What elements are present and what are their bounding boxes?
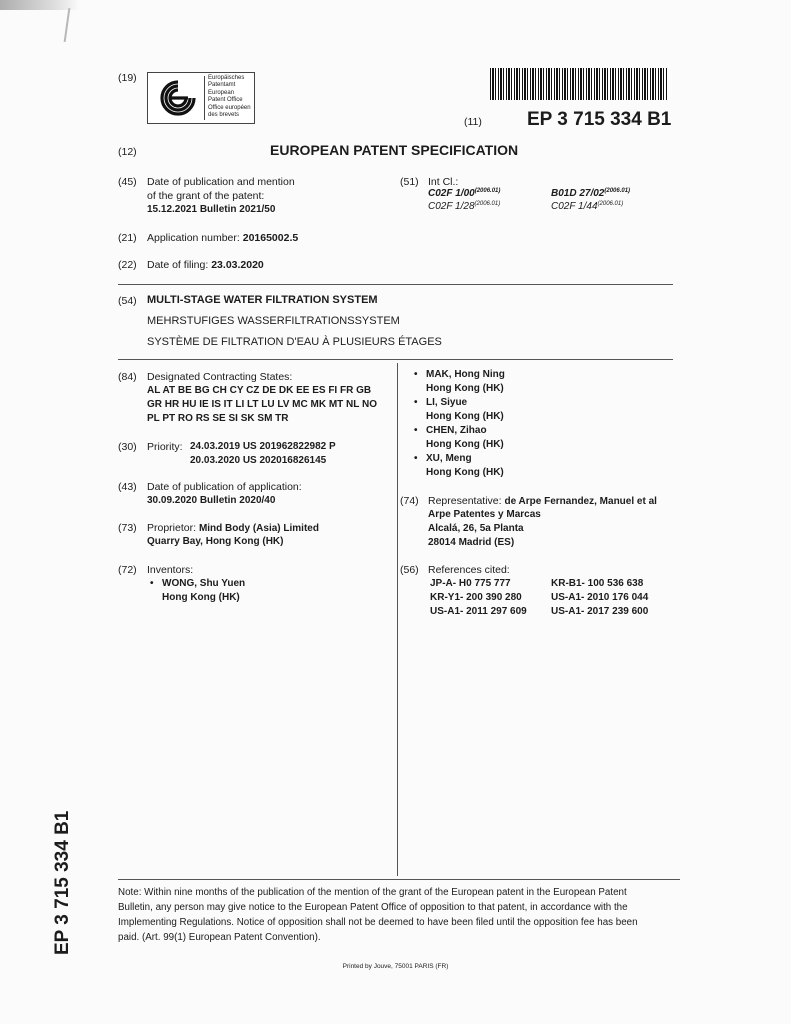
note-line-1: Note: Within nine months of the publication of the mention of the grant of the European patent in the European Patent (118, 887, 627, 898)
side-publication-number: EP 3 715 334 B1 (52, 810, 73, 955)
document-type: EUROPEAN PATENT SPECIFICATION (270, 142, 519, 158)
code-54: (54) (118, 295, 137, 307)
int-class-2: B01D $27/02^{(2006.01)}$ (551, 188, 631, 199)
note-line-3: Implementing Regulations. Notice of opposition shall not be deemed to have been filed until the opposition fee has been (118, 917, 638, 928)
contracting-states-line-1: AL AT BE BG CH CY CZ DE DK EE ES FI FR GB (147, 385, 372, 396)
code-12: (12) (118, 146, 137, 158)
title-fr: SYSTÈME DE FILTRATION D'EAU À PLUSIEURS ÉTAGES (147, 336, 442, 348)
office-name-de-2: Patentamt (208, 82, 236, 89)
reference: KR-Y1- 200 390 280 (430, 592, 522, 603)
office-name-de-1: Europäisches (208, 75, 245, 81)
grant-date-label-2: of the grant of the patent: (147, 190, 265, 202)
application-pub-value: 30.09.2020 Bulletin 2020/40 (147, 495, 276, 506)
inventor-3-place: Hong Kong (HK) (426, 411, 504, 422)
contracting-states-line-3: PL PT RO RS SE SI SK SM TR (147, 413, 289, 424)
contracting-states-line-2: GR HR HU IE IS IT LI LT LU LV MC MK MT NL NO (147, 399, 377, 410)
reference: KR-B1- 100 536 638 (551, 578, 644, 589)
note-line-4: paid. (Art. 99(1) European Patent Convention). (118, 932, 321, 943)
divider-middle (118, 359, 673, 360)
reference: US-A1- 2011 297 609 (430, 606, 527, 617)
code-56: (56) (400, 564, 419, 576)
priority-line-2: 20.03.2020 US 202016826145 (190, 455, 327, 466)
divider-top (118, 284, 673, 285)
representative-firm: Arpe Patentes y Marcas (428, 509, 541, 520)
printer-credit: Printed by Jouve, 75001 PARIS (FR) (342, 963, 449, 970)
column-divider (397, 363, 398, 876)
code-21: (21) (118, 232, 137, 244)
code-19: (19) (118, 72, 137, 84)
barcode (490, 68, 668, 100)
representative-city: 28014 Madrid (ES) (428, 537, 515, 548)
office-name-en-2: Patent Office (208, 97, 243, 104)
inventor-5-place: Hong Kong (HK) (426, 467, 504, 478)
references-label: References cited: (428, 564, 510, 576)
inventor-5-name: • XU, Meng (414, 453, 472, 464)
grant-date-value: 15.12.2021 Bulletin 2021/50 (147, 204, 276, 215)
representative-street: Alcalá, 26, 5a Planta (428, 523, 524, 534)
opposition-note (118, 885, 683, 945)
inventor-4-place: Hong Kong (HK) (426, 439, 504, 450)
scan-artifact-line (64, 8, 71, 42)
code-30: (30) (118, 441, 137, 453)
publication-number: EP 3 715 334 B1 (527, 109, 672, 130)
inventors-label: Inventors: (147, 564, 194, 576)
application-pub-label: Date of publication of application: (147, 481, 302, 493)
priority-label: Priority: (147, 441, 183, 453)
int-class-4: C02F $1/44^{(2006.01)}$ (551, 201, 624, 212)
office-name-fr-2: des brevets (208, 112, 240, 119)
code-11: (11) (464, 116, 482, 128)
int-class-3: C02F $1/28^{(2006.01)}$ (428, 201, 501, 212)
reference: JP-A- H0 775 777 (430, 578, 511, 589)
inventor-1-name: • WONG, Shu Yuen (150, 578, 246, 589)
divider-bottom (118, 879, 680, 880)
reference: US-A1- 2017 239 600 (551, 606, 649, 617)
inventor-4-name: • CHEN, Zihao (414, 425, 487, 436)
code-84: (84) (118, 371, 137, 383)
code-45: (45) (118, 176, 137, 188)
reference: US-A1- 2010 176 044 (551, 592, 649, 603)
int-cl-label: Int Cl.: (428, 176, 459, 188)
code-51: (51) (400, 176, 419, 188)
epo-logo (147, 72, 255, 124)
priority-line-1: 24.03.2019 US 201962822982 P (190, 441, 336, 452)
code-74: (74) (400, 495, 419, 507)
title-de: MEHRSTUFIGES WASSERFILTRATIONSSYSTEM (147, 315, 400, 327)
inventor-2-place: Hong Kong (HK) (426, 383, 504, 394)
office-name-en-1: European (208, 89, 235, 96)
filing-date: Date of filing: 23.03.2020 (147, 259, 264, 271)
application-number: Application number: 20165002.5 (147, 232, 299, 244)
proprietor: Proprietor: Mind Body (Asia) Limited (147, 522, 319, 534)
representative: Representative: de Arpe Fernandez, Manuel et al (428, 495, 657, 507)
int-class-1: C02F $1/00^{(2006.01)}$ (428, 188, 501, 199)
inventor-2-name: • MAK, Hong Ning (414, 369, 505, 380)
grant-date-label-1: Date of publication and mention (147, 176, 295, 188)
code-43: (43) (118, 481, 137, 493)
title-en: MULTI-STAGE WATER FILTRATION SYSTEM (147, 294, 378, 306)
contracting-states-label: Designated Contracting States: (147, 371, 293, 383)
note-line-2: Bulletin, any person may give notice to the European Patent Office of opposition to that patent, in accordance with the (118, 902, 628, 913)
code-73: (73) (118, 522, 137, 534)
code-72: (72) (118, 564, 137, 576)
epo-emblem-icon (148, 73, 204, 123)
inventor-1-place: Hong Kong (HK) (162, 592, 240, 603)
code-22: (22) (118, 259, 137, 271)
inventor-3-name: • LI, Siyue (414, 397, 468, 408)
office-name-fr-1: Office européen (208, 104, 251, 111)
proprietor-address: Quarry Bay, Hong Kong (HK) (147, 536, 284, 547)
